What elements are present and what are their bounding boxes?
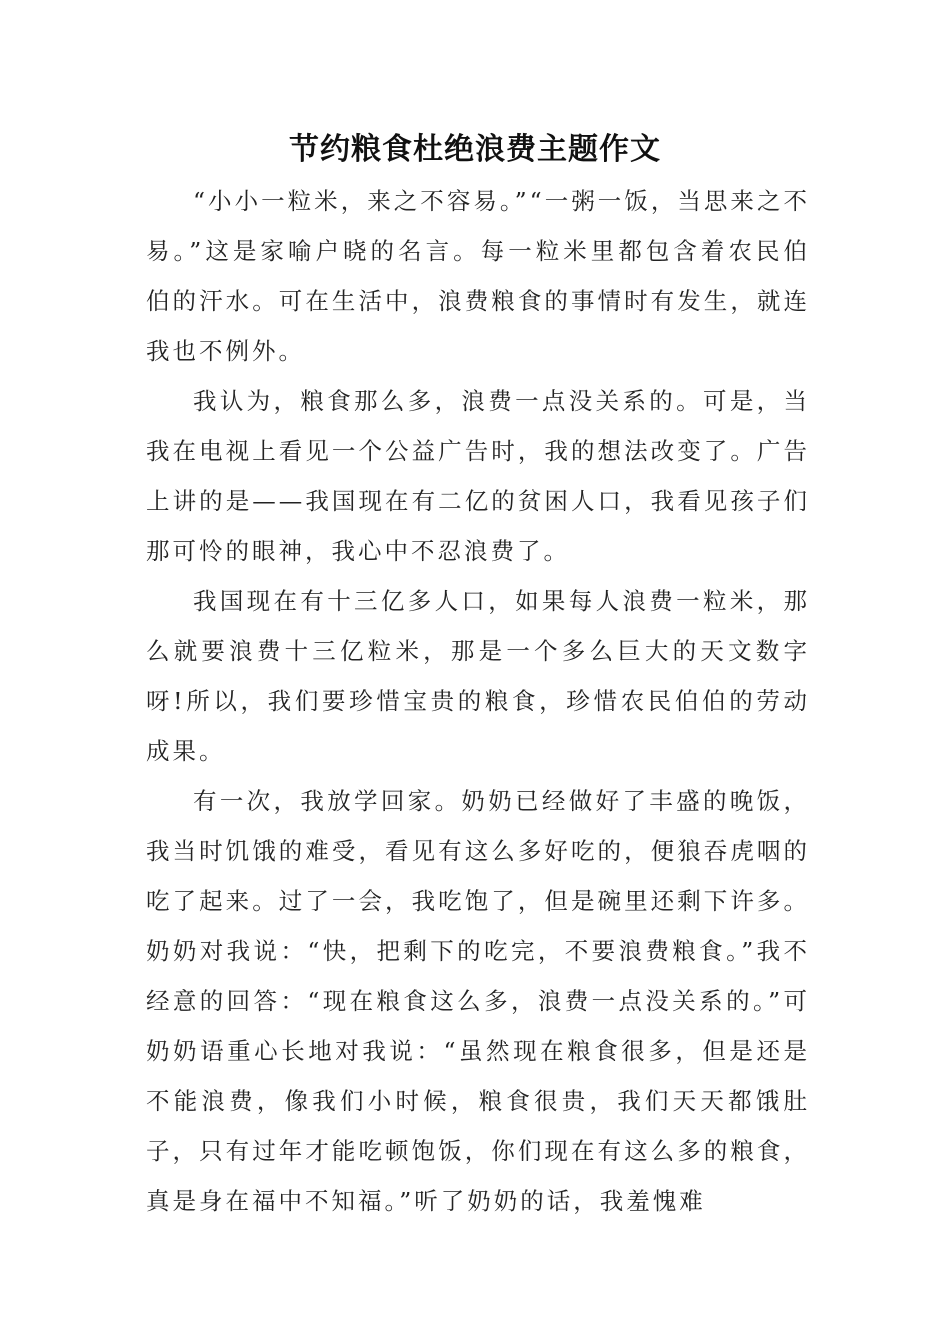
document-body bbox=[146, 176, 810, 1226]
document-title: 节约粮食杜绝浪费主题作文 bbox=[289, 132, 661, 167]
paragraph-4: 有一次，我放学回家。奶奶已经做好了丰盛的晚饭，我当时饥饿的难受，看见有这么多好吃的，便狼吞虎咽的吃了起来。过了一会，我吃饱了，但是碗里还剩下许多。奶奶对我说：“快，把剩下的吃完，不要浪费粮食。”我不经意的回答：“现在粮食这么多，浪费一点没关系的。”可奶奶语重心长地对我说：“虽然现在粮食很多，但是还是不能浪费，像我们小时候，粮食很贵，我们天天都饿肚子，只有过年才能吃顿饱饭，你们现在有这么多的粮食，真是身在福中不知福。”听了奶奶的话，我羞愧难 bbox=[146, 787, 810, 1215]
paragraph-3: 我国现在有十三亿多人口，如果每人浪费一粒米，那么就要浪费十三亿粒米，那是一个多么巨大的天文数字呀!所以，我们要珍惜宝贵的粮食，珍惜农民伯伯的劳动成果。 bbox=[146, 587, 810, 765]
paragraph-1: “小小一粒米，来之不容易。”“一粥一饭，当思来之不易。”这是家喻户晓的名言。每一粒米里都包含着农民伯伯的汗水。可在生活中，浪费粮食的事情时有发生，就连我也不例外。 bbox=[146, 187, 810, 365]
paragraph-2: 我认为，粮食那么多，浪费一点没关系的。可是，当我在电视上看见一个公益广告时，我的想法改变了。广告上讲的是——我国现在有二亿的贫困人口，我看见孩子们那可怜的眼神，我心中不忍浪费了。 bbox=[146, 387, 810, 565]
